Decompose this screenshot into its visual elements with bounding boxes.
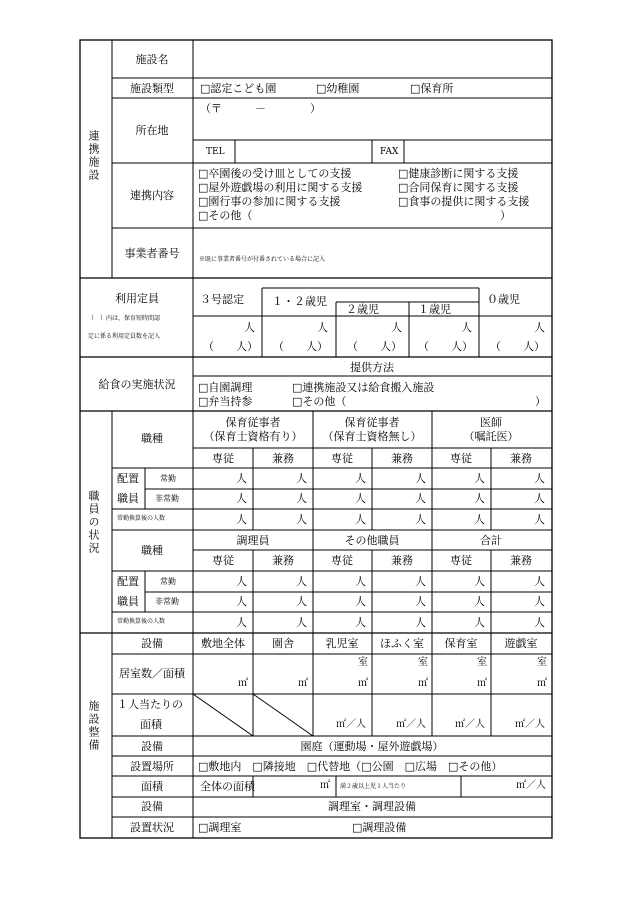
staff-count-cell[interactable]: 人 <box>236 513 247 526</box>
staff-header-other: その他職員 <box>344 534 400 547</box>
staff-count-cell[interactable]: 人 <box>415 513 426 526</box>
capacity-1-2-unit[interactable]: 人 <box>317 321 328 334</box>
meals-method-header: 提供方法 <box>350 361 394 374</box>
room-header-site: 敷地全体 <box>201 637 245 650</box>
content-other-close-paren: ） <box>500 209 511 222</box>
staff-placement-label: 配置 <box>117 472 139 485</box>
content-meals-checkbox[interactable]: □食事の提供に関する支援 <box>398 195 530 208</box>
per-person-label-line2: 面積 <box>140 718 162 731</box>
room-area-unit[interactable]: ㎡ <box>477 678 487 689</box>
cooking-equipment-label: 設備 <box>141 800 163 813</box>
staff-category-label: 職種 <box>141 432 163 445</box>
staff-category-label-2: 職種 <box>141 544 163 557</box>
staff-count-cell[interactable]: 人 <box>474 575 485 588</box>
capacity-1-2-header: １・２歳児 <box>272 295 327 308</box>
capacity-3go-header: ３号認定 <box>200 293 244 306</box>
staff-count-cell[interactable]: 人 <box>236 575 247 588</box>
staff-sub-header: 専従 <box>212 554 234 567</box>
staff-count-cell[interactable]: 人 <box>474 595 485 608</box>
per-person-unit[interactable]: ㎡／人 <box>455 719 485 730</box>
staff-count-cell[interactable]: 人 <box>474 472 485 485</box>
meals-own-kitchen-checkbox[interactable]: □自園調理 <box>198 381 253 394</box>
capacity-2yr-header: ２歳児 <box>346 303 379 316</box>
room-count-unit[interactable]: 室 <box>418 657 428 668</box>
capacity-3go-unit[interactable]: 人 <box>244 321 255 334</box>
content-support-after-graduation-checkbox[interactable]: □卒園後の受け皿としての支援 <box>198 167 352 180</box>
content-outdoor-play-checkbox[interactable]: □屋外遊戯場の利用に関する支援 <box>198 181 363 194</box>
operator-no-label: 事業者番号 <box>124 247 180 260</box>
staff-header-doctor: 医師 <box>480 416 502 429</box>
staff-staff-label: 職員 <box>117 492 139 505</box>
capacity-1yr-short[interactable]: （ 人） <box>418 340 473 353</box>
facility-type-kodomoen-checkbox[interactable]: □認定こども園 <box>200 82 277 95</box>
staff-count-cell[interactable]: 人 <box>296 472 307 485</box>
staff-count-cell[interactable]: 人 <box>296 595 307 608</box>
facility-name-label: 施設名 <box>135 53 169 66</box>
capacity-0yr-header: ０歳児 <box>487 293 520 306</box>
cooking-room-checkbox[interactable]: □調理室 <box>198 821 242 834</box>
staff-sub-header: 兼務 <box>272 554 294 567</box>
staff-count-cell[interactable]: 人 <box>355 616 366 629</box>
staff-count-cell[interactable]: 人 <box>355 595 366 608</box>
meals-other-checkbox[interactable]: □その他（ <box>292 395 347 408</box>
staff-header-qualified: 保育従事者 <box>225 416 281 429</box>
capacity-0yr-unit[interactable]: 人 <box>534 321 545 334</box>
tel-label: TEL <box>206 147 225 157</box>
garden-location-options[interactable]: □敷地内 □隣接地 □代替地（□公園 □広場 □その他） <box>198 760 503 773</box>
room-header-playroom: 遊戯室 <box>504 637 538 650</box>
staff-sub-header: 兼務 <box>510 554 532 567</box>
staff-count-cell[interactable]: 人 <box>236 595 247 608</box>
staff-parttime-label: 非常勤 <box>155 494 179 503</box>
cooking-label: 調理室・調理設備 <box>328 800 416 813</box>
facility-type-nursery-checkbox[interactable]: □保育所 <box>410 82 454 95</box>
capacity-note-line2: 定に係る利用定員数を記入 <box>88 333 161 340</box>
staff-sub-header: 兼務 <box>391 554 413 567</box>
room-count-unit[interactable]: 室 <box>477 657 487 668</box>
meals-other-close-paren: ） <box>535 395 546 408</box>
fax-label: FAX <box>380 147 399 157</box>
room-header-crawl: ほふく室 <box>380 637 424 650</box>
staff-count-cell[interactable]: 人 <box>355 513 366 526</box>
room-area-unit[interactable]: ㎡ <box>238 678 248 689</box>
staff-count-cell[interactable]: 人 <box>415 595 426 608</box>
garden-equipment-label: 設備 <box>141 740 163 753</box>
staff-count-cell[interactable]: 人 <box>534 575 545 588</box>
location-label: 所在地 <box>135 124 169 137</box>
garden-over2-label: 満２歳以上児１人当たり <box>340 783 407 790</box>
staff-header-doctor-note: （嘱託医） <box>463 430 519 443</box>
staff-count-cell[interactable]: 人 <box>534 513 545 526</box>
capacity-2yr-unit[interactable]: 人 <box>391 321 402 334</box>
staff-sub-header: 専従 <box>450 554 472 567</box>
room-area-unit[interactable]: ㎡ <box>418 678 428 689</box>
capacity-note-line1: （ ）内は、保育短時間認 <box>88 315 161 322</box>
staff-count-cell[interactable]: 人 <box>474 616 485 629</box>
staff-count-cell[interactable]: 人 <box>415 472 426 485</box>
room-area-unit[interactable]: ㎡ <box>358 678 368 689</box>
staff-parttime-label-2: 非常勤 <box>155 597 179 606</box>
staff-count-cell[interactable]: 人 <box>236 472 247 485</box>
room-area-unit[interactable]: ㎡ <box>537 678 547 689</box>
capacity-0yr-short[interactable]: （ 人） <box>490 340 545 353</box>
room-header-infant: 乳児室 <box>325 637 359 650</box>
content-label: 連携内容 <box>130 189 174 202</box>
staff-count-cell[interactable]: 人 <box>296 575 307 588</box>
facility-type-label: 施設類型 <box>130 82 174 95</box>
staff-count-cell[interactable]: 人 <box>415 492 426 505</box>
staff-conversion-label-2: 常勤換算後の人数 <box>117 618 166 625</box>
staff-conversion-label: 常勤換算後の人数 <box>117 515 166 522</box>
staff-sub-header: 専従 <box>331 554 353 567</box>
cooking-status-label: 設置状況 <box>130 821 174 834</box>
content-health-checkup-checkbox[interactable]: □健康診断に関する支援 <box>398 167 519 180</box>
cooking-equipment-checkbox[interactable]: □調理設備 <box>352 821 407 834</box>
staff-count-cell[interactable]: 人 <box>415 616 426 629</box>
staff-count-cell[interactable]: 人 <box>534 492 545 505</box>
garden-location-label: 設置場所 <box>130 760 174 773</box>
staff-count-cell[interactable]: 人 <box>474 513 485 526</box>
capacity-1-2-short[interactable]: （ 人） <box>273 340 328 353</box>
staff-header-cook: 調理員 <box>236 534 270 547</box>
staff-count-cell[interactable]: 人 <box>534 595 545 608</box>
staff-count-cell[interactable]: 人 <box>415 575 426 588</box>
garden-total-area-unit[interactable]: ㎡ <box>320 780 330 791</box>
capacity-1yr-header: １歳児 <box>418 303 451 316</box>
equipment-label: 設備 <box>141 637 163 650</box>
postal-code-field[interactable]: （〒 － ） <box>200 102 321 115</box>
room-header-nursery: 保育室 <box>444 637 478 650</box>
staff-staff-label-2: 職員 <box>117 595 139 608</box>
staff-count-cell[interactable]: 人 <box>236 492 247 505</box>
per-person-label-line1: １人当たりの <box>117 698 183 711</box>
staff-sub-header: 専従 <box>212 452 234 465</box>
content-joint-care-checkbox[interactable]: □合同保育に関する支援 <box>398 181 519 194</box>
facility-type-kindergarten-checkbox[interactable]: □幼稚園 <box>316 82 360 95</box>
garden-label: 園庭（運動場・屋外遊戯場） <box>300 740 444 753</box>
garden-area-label: 面積 <box>141 780 163 793</box>
capacity-2yr-short[interactable]: （ 人） <box>347 340 402 353</box>
staff-fulltime-label: 常勤 <box>160 474 176 483</box>
room-area-unit[interactable]: ㎡ <box>298 678 308 689</box>
staff-count-cell[interactable]: 人 <box>296 616 307 629</box>
capacity-3go-short[interactable]: （ 人） <box>203 340 258 353</box>
staff-sub-header: 専従 <box>450 452 472 465</box>
staff-count-cell[interactable]: 人 <box>534 472 545 485</box>
staff-count-cell[interactable]: 人 <box>355 472 366 485</box>
operator-no-note: ※既に事業者番号が付番されている場合に記入 <box>199 256 326 263</box>
meals-delivered-checkbox[interactable]: □連携施設又は給食搬入施設 <box>292 381 435 394</box>
staff-count-cell[interactable]: 人 <box>534 616 545 629</box>
section-label-staff: 職員の状況 <box>87 490 100 555</box>
staff-count-cell[interactable]: 人 <box>296 492 307 505</box>
staff-header-unqualified-note: （保育士資格無し） <box>322 430 422 443</box>
capacity-1yr-unit[interactable]: 人 <box>461 321 472 334</box>
staff-header-unqualified: 保育従事者 <box>344 416 400 429</box>
per-person-unit[interactable]: ㎡／人 <box>336 719 366 730</box>
garden-total-area-label: 全体の面積 <box>200 780 255 793</box>
garden-per-person-unit[interactable]: ㎡／人 <box>516 780 546 791</box>
content-events-checkbox[interactable]: □園行事の参加に関する支援 <box>198 195 341 208</box>
staff-sub-header: 兼務 <box>391 452 413 465</box>
staff-sub-header: 専従 <box>331 452 353 465</box>
content-other-checkbox[interactable]: □その他（ <box>198 209 253 222</box>
staff-placement-label-2: 配置 <box>117 575 139 588</box>
per-person-unit[interactable]: ㎡／人 <box>515 719 545 730</box>
capacity-label: 利用定員 <box>115 292 159 305</box>
staff-sub-header: 兼務 <box>510 452 532 465</box>
room-header-building: 園舎 <box>272 637 294 650</box>
staff-count-cell[interactable]: 人 <box>355 492 366 505</box>
section-label-renkei: 連携施設 <box>87 130 100 182</box>
staff-count-cell[interactable]: 人 <box>474 492 485 505</box>
staff-sub-header: 兼務 <box>272 452 294 465</box>
staff-header-qualified-note: （保育士資格有り） <box>203 430 303 443</box>
meals-label: 給食の実施状況 <box>98 378 176 391</box>
staff-header-total: 合計 <box>480 534 502 547</box>
staff-count-cell[interactable]: 人 <box>296 513 307 526</box>
staff-count-cell[interactable]: 人 <box>355 575 366 588</box>
room-count-unit[interactable]: 室 <box>358 657 368 668</box>
staff-fulltime-label-2: 常勤 <box>160 577 176 586</box>
per-person-unit[interactable]: ㎡／人 <box>396 719 426 730</box>
room-count-unit[interactable]: 室 <box>537 657 547 668</box>
meals-bento-checkbox[interactable]: □弁当持参 <box>198 395 253 408</box>
rooms-area-label: 居室数／面積 <box>119 667 185 680</box>
staff-count-cell[interactable]: 人 <box>236 616 247 629</box>
section-label-facilities: 施設整備 <box>87 700 100 752</box>
